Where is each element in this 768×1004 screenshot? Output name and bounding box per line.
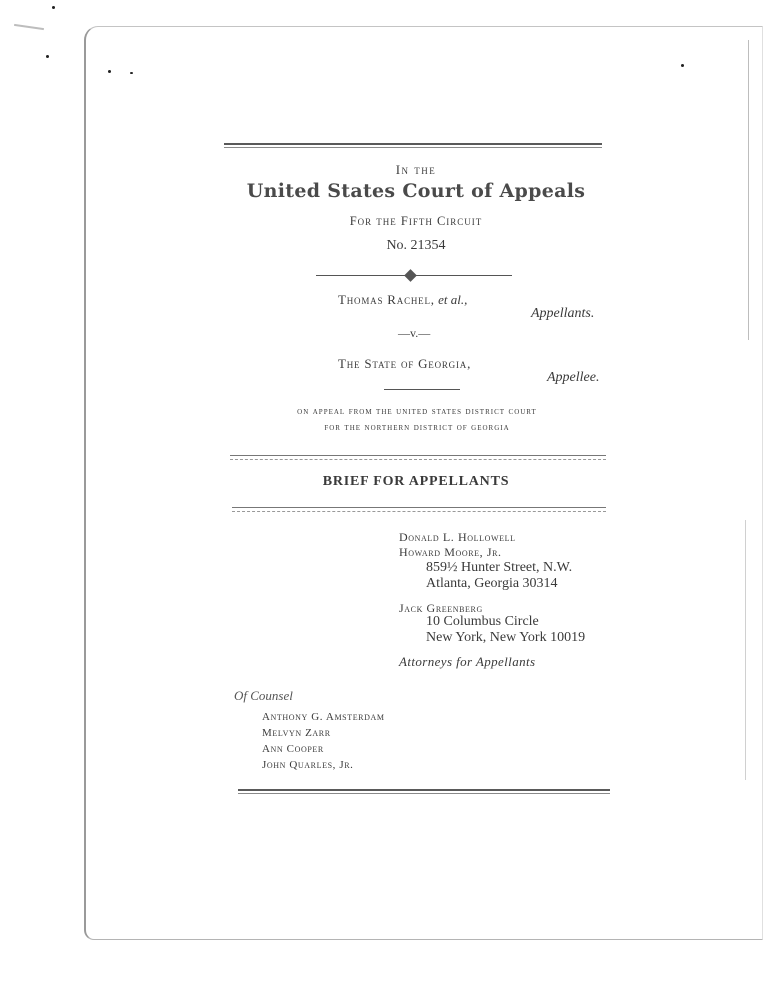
appeal-line-2: for the northern district of georgia [324, 422, 510, 433]
appeal-rule [230, 455, 606, 456]
appellant-role: Appellants. [531, 306, 595, 321]
court-prefix: In the [395, 162, 437, 177]
scan-speck [681, 64, 684, 67]
appellant-caption [338, 292, 467, 308]
attorney-name: Donald L. Hollowell [399, 530, 516, 544]
case-number: No. 21354 [386, 238, 446, 253]
counsel-label: Of Counsel [234, 688, 293, 703]
appellant-name: Thomas Rachel, [338, 292, 435, 307]
attorney-name: Howard Moore, Jr. [399, 545, 502, 559]
attorney-address: Atlanta, Georgia 30314 [426, 576, 558, 591]
counsel-name: Ann Cooper [262, 743, 324, 755]
scan-edge-mark [745, 520, 746, 780]
header-rule [224, 143, 602, 145]
attorney-address: 10 Columbus Circle [426, 614, 539, 629]
appellant-suffix: et al., [438, 292, 468, 307]
counsel-name: John Quarles, Jr. [262, 759, 354, 771]
attorneys-role: Attorneys for Appellants [399, 654, 536, 669]
brief-title: BRIEF FOR APPELLANTS [322, 474, 510, 489]
scan-speck [130, 72, 133, 74]
appellee-role: Appellee. [547, 370, 600, 385]
attorney-name: Jack Greenberg [399, 601, 483, 615]
court-circuit: For the Fifth Circuit [349, 214, 483, 228]
court-name: United States Court of Appeals [246, 180, 586, 202]
scan-speck [108, 70, 111, 73]
footer-rule [238, 789, 610, 791]
brief-rule [232, 507, 606, 508]
counsel-name: Anthony G. Amsterdam [262, 711, 385, 723]
parties-rule [384, 389, 460, 390]
counsel-name: Melvyn Zarr [262, 727, 331, 739]
appeal-line-1: on appeal from the united states district court [297, 406, 537, 417]
scan-speck [52, 6, 55, 9]
scan-speck [46, 55, 49, 58]
attorney-address: New York, New York 10019 [426, 630, 586, 645]
versus: —v.— [398, 326, 431, 340]
attorney-address: 859½ Hunter Street, N.W. [426, 560, 573, 575]
appellee-name: The State of Georgia, [338, 356, 472, 371]
scan-edge-mark [748, 40, 749, 340]
scan-edge-mark [14, 24, 44, 30]
